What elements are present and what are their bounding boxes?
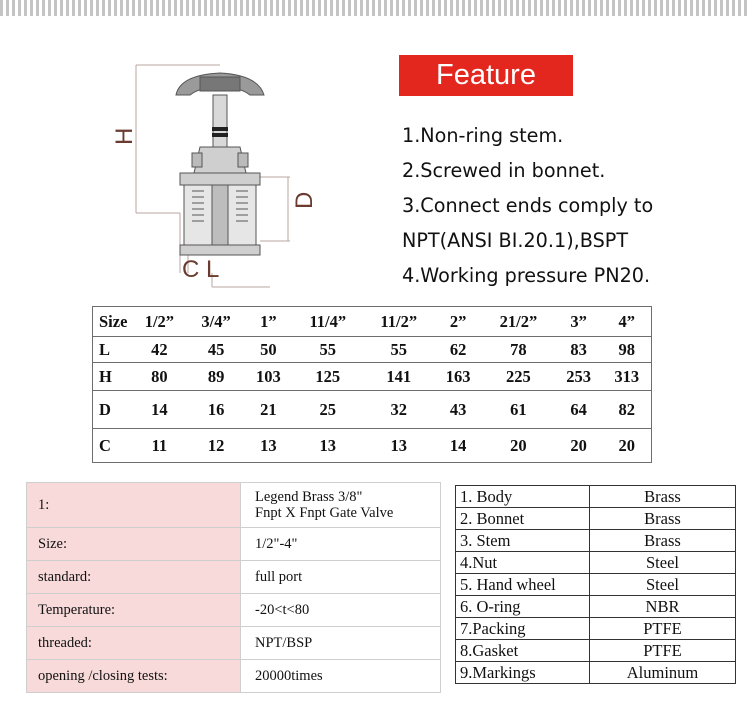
spec-value: NPT/BSP bbox=[241, 627, 441, 660]
table-row bbox=[93, 429, 652, 463]
table-cell: 13 bbox=[244, 429, 292, 463]
feature-item: 3.Connect ends comply to bbox=[402, 194, 654, 217]
table-cell: 2” bbox=[434, 307, 482, 337]
table-cell: 21 bbox=[244, 391, 292, 429]
table-cell: 125 bbox=[292, 363, 363, 391]
spec-key: threaded: bbox=[27, 627, 241, 660]
table-cell: 20 bbox=[482, 429, 555, 463]
spec-value-line: Legend Brass 3/8" bbox=[255, 489, 363, 505]
part-material: Aluminum bbox=[590, 662, 736, 684]
table-row bbox=[93, 337, 652, 363]
table-row bbox=[27, 528, 441, 561]
spec-value: 20000times bbox=[241, 660, 441, 693]
table-row bbox=[456, 508, 736, 530]
table-cell: 225 bbox=[482, 363, 555, 391]
feature-item: 4.Working pressure PN20. bbox=[402, 264, 651, 287]
table-cell: 3/4” bbox=[188, 307, 245, 337]
part-material: Brass bbox=[590, 508, 736, 530]
table-row bbox=[27, 594, 441, 627]
table-cell: 1” bbox=[244, 307, 292, 337]
table-cell: 64 bbox=[555, 391, 603, 429]
table-cell: 50 bbox=[244, 337, 292, 363]
table-row bbox=[456, 530, 736, 552]
table-cell: 3” bbox=[555, 307, 603, 337]
table-row bbox=[456, 486, 736, 508]
table-cell: H bbox=[93, 363, 132, 391]
material-table bbox=[455, 485, 736, 684]
feature-list bbox=[402, 118, 653, 293]
table-cell: 82 bbox=[603, 391, 652, 429]
part-material: Brass bbox=[590, 530, 736, 552]
spec-key: opening /closing tests: bbox=[27, 660, 241, 693]
dimension-label-l: L bbox=[206, 256, 220, 283]
table-cell: 80 bbox=[131, 363, 188, 391]
table-cell: 21/2” bbox=[482, 307, 555, 337]
table-cell: 163 bbox=[434, 363, 482, 391]
table-row bbox=[456, 596, 736, 618]
gate-valve-diagram bbox=[100, 55, 340, 295]
table-cell: 43 bbox=[434, 391, 482, 429]
spec-value: full port bbox=[241, 561, 441, 594]
part-name: 5. Hand wheel bbox=[456, 574, 590, 596]
table-cell: 14 bbox=[434, 429, 482, 463]
dimension-label-c: C bbox=[182, 256, 200, 283]
table-cell: 253 bbox=[555, 363, 603, 391]
spec-value bbox=[241, 483, 441, 528]
part-material: Brass bbox=[590, 486, 736, 508]
table-cell: C bbox=[93, 429, 132, 463]
table-cell: 62 bbox=[434, 337, 482, 363]
table-cell: 98 bbox=[603, 337, 652, 363]
size-dimension-table bbox=[92, 306, 652, 463]
part-material: PTFE bbox=[590, 640, 736, 662]
spec-table bbox=[26, 482, 441, 693]
table-cell: Size bbox=[93, 307, 132, 337]
table-row bbox=[27, 483, 441, 528]
part-name: 4.Nut bbox=[456, 552, 590, 574]
table-cell: 16 bbox=[188, 391, 245, 429]
table-row bbox=[456, 640, 736, 662]
spec-key: Temperature: bbox=[27, 594, 241, 627]
feature-item: NPT(ANSI BI.20.1),BSPT bbox=[402, 229, 629, 252]
table-cell: 55 bbox=[292, 337, 363, 363]
table-cell: 11/2” bbox=[363, 307, 434, 337]
table-cell: 61 bbox=[482, 391, 555, 429]
top-dashed-rule bbox=[0, 0, 750, 16]
part-name: 9.Markings bbox=[456, 662, 590, 684]
part-name: 7.Packing bbox=[456, 618, 590, 640]
table-cell: 13 bbox=[363, 429, 434, 463]
table-row bbox=[93, 363, 652, 391]
table-row bbox=[456, 662, 736, 684]
table-cell: 42 bbox=[131, 337, 188, 363]
dimension-label-d: D bbox=[291, 191, 318, 209]
part-name: 6. O-ring bbox=[456, 596, 590, 618]
spec-value: -20<t<80 bbox=[241, 594, 441, 627]
table-row bbox=[93, 307, 652, 337]
spec-key: 1: bbox=[27, 483, 241, 528]
part-name: 3. Stem bbox=[456, 530, 590, 552]
table-row bbox=[456, 552, 736, 574]
table-cell: 103 bbox=[244, 363, 292, 391]
table-cell: 13 bbox=[292, 429, 363, 463]
table-row bbox=[456, 618, 736, 640]
spec-key: Size: bbox=[27, 528, 241, 561]
table-row bbox=[27, 627, 441, 660]
table-cell: L bbox=[93, 337, 132, 363]
table-cell: 89 bbox=[188, 363, 245, 391]
table-cell: 11 bbox=[131, 429, 188, 463]
table-cell: 12 bbox=[188, 429, 245, 463]
dimension-label-h: H bbox=[111, 127, 138, 145]
table-cell: 83 bbox=[555, 337, 603, 363]
part-name: 8.Gasket bbox=[456, 640, 590, 662]
table-cell: 11/4” bbox=[292, 307, 363, 337]
feature-item: 2.Screwed in bonnet. bbox=[402, 159, 606, 182]
part-name: 1. Body bbox=[456, 486, 590, 508]
table-row bbox=[27, 561, 441, 594]
table-cell: 20 bbox=[555, 429, 603, 463]
table-cell: 25 bbox=[292, 391, 363, 429]
table-cell: 20 bbox=[603, 429, 652, 463]
table-cell: 45 bbox=[188, 337, 245, 363]
table-cell: 1/2” bbox=[131, 307, 188, 337]
part-material: Steel bbox=[590, 574, 736, 596]
table-cell: 313 bbox=[603, 363, 652, 391]
table-cell: 141 bbox=[363, 363, 434, 391]
table-row bbox=[456, 574, 736, 596]
part-name: 2. Bonnet bbox=[456, 508, 590, 530]
spec-value: 1/2"-4" bbox=[241, 528, 441, 561]
feature-heading: Feature bbox=[399, 55, 573, 96]
table-cell: 78 bbox=[482, 337, 555, 363]
table-row bbox=[93, 391, 652, 429]
part-material: PTFE bbox=[590, 618, 736, 640]
gate-valve-drawing bbox=[100, 55, 340, 295]
table-cell: 14 bbox=[131, 391, 188, 429]
table-cell: 4” bbox=[603, 307, 652, 337]
table-cell: D bbox=[93, 391, 132, 429]
part-material: Steel bbox=[590, 552, 736, 574]
spec-key: standard: bbox=[27, 561, 241, 594]
feature-item: 1.Non-ring stem. bbox=[402, 124, 564, 147]
table-cell: 32 bbox=[363, 391, 434, 429]
spec-value-line: Fnpt X Fnpt Gate Valve bbox=[255, 505, 394, 521]
table-row bbox=[27, 660, 441, 693]
table-cell: 55 bbox=[363, 337, 434, 363]
part-material: NBR bbox=[590, 596, 736, 618]
